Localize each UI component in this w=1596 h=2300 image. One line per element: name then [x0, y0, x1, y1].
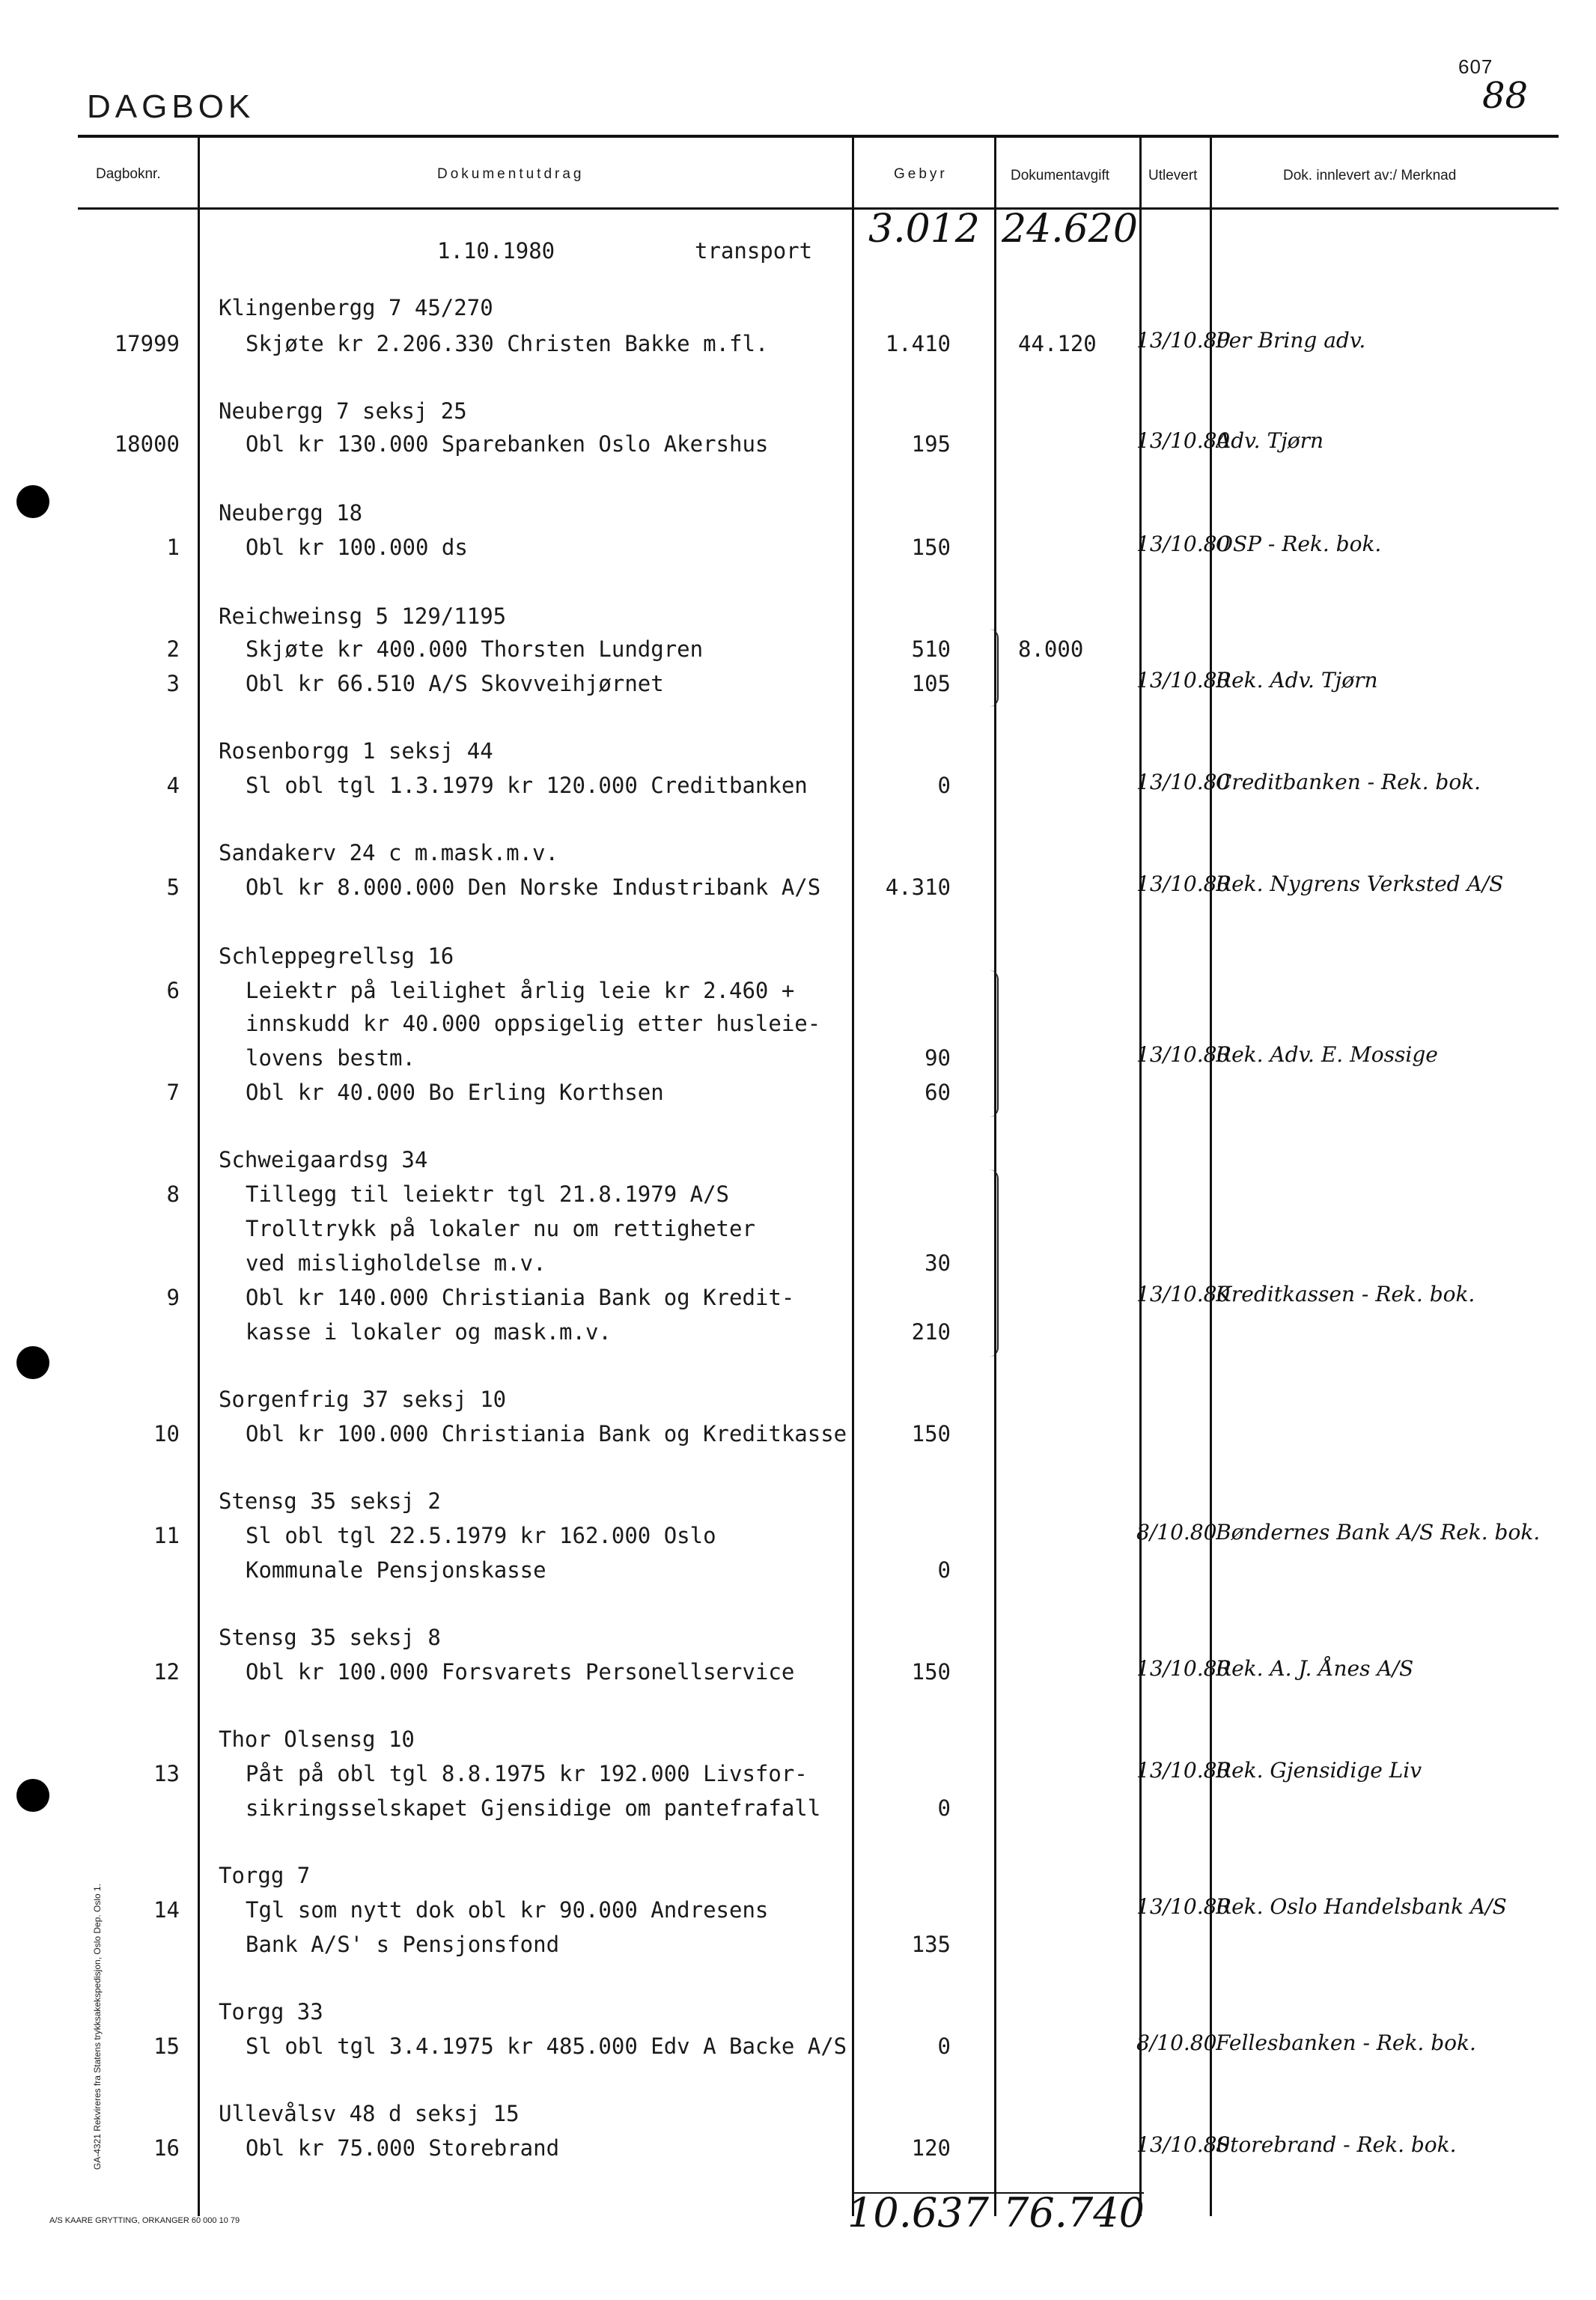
entry-avgift: 44.120	[1018, 331, 1097, 356]
entry-text: Schleppegrellsg 16	[219, 943, 454, 969]
col-header-dokumentutdrag: Dokumentutdrag	[437, 166, 585, 182]
entry-number: 13	[153, 1761, 180, 1786]
entry-text: Neubergg 18	[219, 500, 363, 526]
entry-number: 8	[166, 1181, 180, 1207]
entry-text: Torgg 7	[219, 1863, 311, 1888]
entry-merknad: Rek. Adv. Tjørn	[1216, 668, 1378, 693]
entry-text: Tgl som nytt dok obl kr 90.000 Andresens	[246, 1897, 769, 1923]
brace-entries-2-3	[990, 629, 999, 707]
entry-text: Påt på obl tgl 8.8.1975 kr 192.000 Livsfor-	[246, 1761, 808, 1786]
entry-merknad: OSP - Rek. bok.	[1216, 532, 1382, 556]
entry-gebyr: 150	[911, 1421, 951, 1446]
entry-gebyr: 510	[911, 636, 951, 662]
entry-text: Sandakerv 24 c m.mask.m.v.	[219, 840, 558, 865]
entry-text: Skjøte kr 400.000 Thorsten Lundgren	[246, 636, 704, 662]
entry-gebyr: 1.410	[885, 331, 951, 356]
entry-gebyr: 0	[937, 2033, 951, 2059]
entry-text: Rosenborgg 1 seksj 44	[219, 738, 493, 764]
entry-utlevert: 13/10.80	[1136, 328, 1231, 353]
entry-text: Schweigaardsg 34	[219, 1147, 428, 1172]
page-number: 607	[1458, 55, 1493, 78]
entry-gebyr: 150	[911, 535, 951, 560]
entry-merknad: Bøndernes Bank A/S Rek. bok.	[1216, 1520, 1541, 1545]
entry-text: Obl kr 100.000 Christiania Bank og Kreditkasse	[246, 1421, 847, 1446]
entry-number: 1	[166, 535, 180, 560]
col-header-dagboknr: Dagboknr.	[96, 166, 161, 182]
entry-text: Obl kr 100.000 ds	[246, 535, 468, 560]
entry-text: Trolltrykk på lokaler nu om rettigheter	[246, 1216, 755, 1241]
entry-number: 7	[166, 1080, 180, 1105]
entry-gebyr: 120	[911, 2135, 951, 2161]
entry-number: 15	[153, 2033, 180, 2059]
entry-merknad: Kreditkassen - Rek. bok.	[1216, 1282, 1475, 1306]
entry-text: Stensg 35 seksj 2	[219, 1488, 441, 1514]
entry-utlevert: 13/10.80	[1136, 1042, 1231, 1067]
entry-text: Sl obl tgl 22.5.1979 kr 162.000 Oslo	[246, 1523, 716, 1548]
entry-text: Obl kr 100.000 Forsvarets Personellservice	[246, 1659, 795, 1685]
entry-utlevert: 13/10.80	[1136, 668, 1231, 693]
entry-utlevert: 8/10.80	[1136, 1520, 1217, 1545]
entry-text: ved misligholdelse m.v.	[246, 1250, 546, 1276]
entry-gebyr: 195	[911, 431, 951, 457]
entry-merknad: Rek. Adv. E. Mossige	[1216, 1042, 1438, 1067]
entry-text: innskudd kr 40.000 oppsigelig etter husleie-	[246, 1011, 821, 1036]
entry-gebyr: 4.310	[885, 874, 951, 900]
entry-text: Obl kr 8.000.000 Den Norske Industribank A/S	[246, 874, 821, 900]
entry-gebyr: 0	[937, 1795, 951, 1821]
entry-number: 5	[166, 874, 180, 900]
transport-label: transport	[695, 238, 813, 264]
entry-text: Ullevålsv 48 d seksj 15	[219, 2101, 520, 2126]
entry-text: Torgg 33	[219, 1999, 323, 2024]
entry-text: Tillegg til leiektr tgl 21.8.1979 A/S	[246, 1181, 730, 1207]
entry-text: Sorgenfrig 37 seksj 10	[219, 1387, 507, 1412]
entry-utlevert: 13/10.80	[1136, 2132, 1231, 2157]
transport-date: 1.10.1980	[437, 238, 555, 264]
punch-hole-top	[16, 485, 49, 518]
total-avgift: 76.740	[1003, 2189, 1145, 2236]
printer-imprint: A/S KAARE GRYTTING, ORKANGER 60 000 10 79	[49, 2216, 240, 2225]
header-bottom-rule	[78, 207, 1559, 210]
entry-utlevert: 13/10.80	[1136, 1656, 1231, 1681]
entry-gebyr: 60	[925, 1080, 951, 1105]
entry-gebyr: 30	[925, 1250, 951, 1276]
entry-utlevert: 13/10.80	[1136, 1282, 1231, 1306]
total-gebyr: 10.637	[847, 2189, 989, 2236]
entry-merknad: Adv. Tjørn	[1216, 428, 1324, 453]
entry-text: Obl kr 40.000 Bo Erling Korthsen	[246, 1080, 664, 1105]
entry-number: 18000	[114, 431, 180, 457]
entry-text: Obl kr 140.000 Christiania Bank og Kredit-	[246, 1285, 795, 1310]
entry-text: Obl kr 130.000 Sparebanken Oslo Akershus	[246, 431, 769, 457]
entry-number: 16	[153, 2135, 180, 2161]
table-top-rule	[78, 135, 1559, 138]
entry-number: 4	[166, 773, 180, 798]
entry-number: 6	[166, 978, 180, 1003]
entry-merknad: Per Bring adv.	[1216, 328, 1366, 353]
entry-merknad: Rek. Gjensidige Liv	[1216, 1758, 1422, 1783]
entry-text: Klingenbergg 7 45/270	[219, 295, 493, 320]
entry-gebyr: 210	[911, 1319, 951, 1345]
punch-hole-middle	[16, 1346, 49, 1379]
entry-utlevert: 13/10.80	[1136, 770, 1231, 794]
col-header-merknad: Dok. innlevert av:/ Merknad	[1283, 168, 1457, 183]
entry-text: Sl obl tgl 1.3.1979 kr 120.000 Creditbanken	[246, 773, 808, 798]
entry-text: kasse i lokaler og mask.m.v.	[246, 1319, 612, 1345]
entry-utlevert: 13/10.80	[1136, 428, 1231, 453]
entry-utlevert: 13/10.80	[1136, 532, 1231, 556]
entry-number: 17999	[114, 331, 180, 356]
entry-utlevert: 8/10.80	[1136, 2030, 1217, 2055]
punch-hole-lower	[16, 1779, 49, 1812]
page-title: DAGBOK	[87, 88, 255, 125]
entry-text: Leiektr på leilighet årlig leie kr 2.460 +	[246, 978, 795, 1003]
entry-text: Obl kr 75.000 Storebrand	[246, 2135, 560, 2161]
entry-merknad: Creditbanken - Rek. bok.	[1216, 770, 1481, 794]
entry-utlevert: 13/10.80	[1136, 1758, 1231, 1783]
entry-text: Kommunale Pensjonskasse	[246, 1557, 546, 1583]
entry-text: Thor Olsensg 10	[219, 1726, 415, 1752]
entry-text: sikringsselskapet Gjensidige om pantefrafall	[246, 1795, 821, 1821]
entry-text: Bank A/S' s Pensjonsfond	[246, 1932, 560, 1957]
entry-number: 11	[153, 1523, 180, 1548]
entry-merknad: Rek. Nygrens Verksted A/S	[1216, 871, 1504, 896]
entry-merknad: Rek. Oslo Handelsbank A/S	[1216, 1894, 1507, 1919]
entry-avgift: 8.000	[1018, 636, 1084, 662]
entry-number: 10	[153, 1421, 180, 1446]
col-header-dokumentavgift: Dokumentavgift	[1011, 168, 1110, 183]
entry-text: lovens bestm.	[246, 1045, 415, 1071]
entry-merknad: Rek. A. J. Ånes A/S	[1216, 1656, 1414, 1681]
brace-entries-6-7	[990, 970, 999, 1117]
page-mark: 88	[1482, 75, 1529, 117]
entry-utlevert: 13/10.80	[1136, 1894, 1231, 1919]
entry-number: 9	[166, 1285, 180, 1310]
entry-number: 2	[166, 636, 180, 662]
side-print-note: GA-4321 Rekvireres fra Statens trykksakekspedisjon, Oslo Dep. Oslo 1.	[92, 1883, 103, 2170]
entry-utlevert: 13/10.80	[1136, 871, 1231, 896]
entry-number: 12	[153, 1659, 180, 1685]
entry-text: Reichweinsg 5 129/1195	[219, 603, 507, 629]
entry-merknad: Storebrand - Rek. bok.	[1216, 2132, 1457, 2157]
entry-gebyr: 135	[911, 1932, 951, 1957]
entry-gebyr: 0	[937, 1557, 951, 1583]
col-header-gebyr: Gebyr	[894, 166, 948, 182]
entry-text: Sl obl tgl 3.4.1975 kr 485.000 Edv A Backe A/S	[246, 2033, 847, 2059]
entry-text: Obl kr 66.510 A/S Skovveihjørnet	[246, 671, 664, 696]
entry-text: Neubergg 7 seksj 25	[219, 398, 467, 424]
brace-entries-8-9	[990, 1169, 999, 1357]
entry-merknad: Fellesbanken - Rek. bok.	[1216, 2030, 1476, 2055]
entry-gebyr: 105	[911, 671, 951, 696]
entry-gebyr: 150	[911, 1659, 951, 1685]
entry-gebyr: 90	[925, 1045, 951, 1071]
col-header-utlevert: Utlevert	[1148, 168, 1198, 183]
transport-avgift: 24.620	[1002, 207, 1138, 252]
col-divider-2	[852, 135, 854, 2216]
col-divider-1	[198, 135, 200, 2216]
entry-number: 3	[166, 671, 180, 696]
entry-gebyr: 0	[937, 773, 951, 798]
transport-gebyr: 3.012	[868, 207, 980, 252]
entry-number: 14	[153, 1897, 180, 1923]
entry-text: Skjøte kr 2.206.330 Christen Bakke m.fl.	[246, 331, 769, 356]
entry-text: Stensg 35 seksj 8	[219, 1625, 441, 1650]
